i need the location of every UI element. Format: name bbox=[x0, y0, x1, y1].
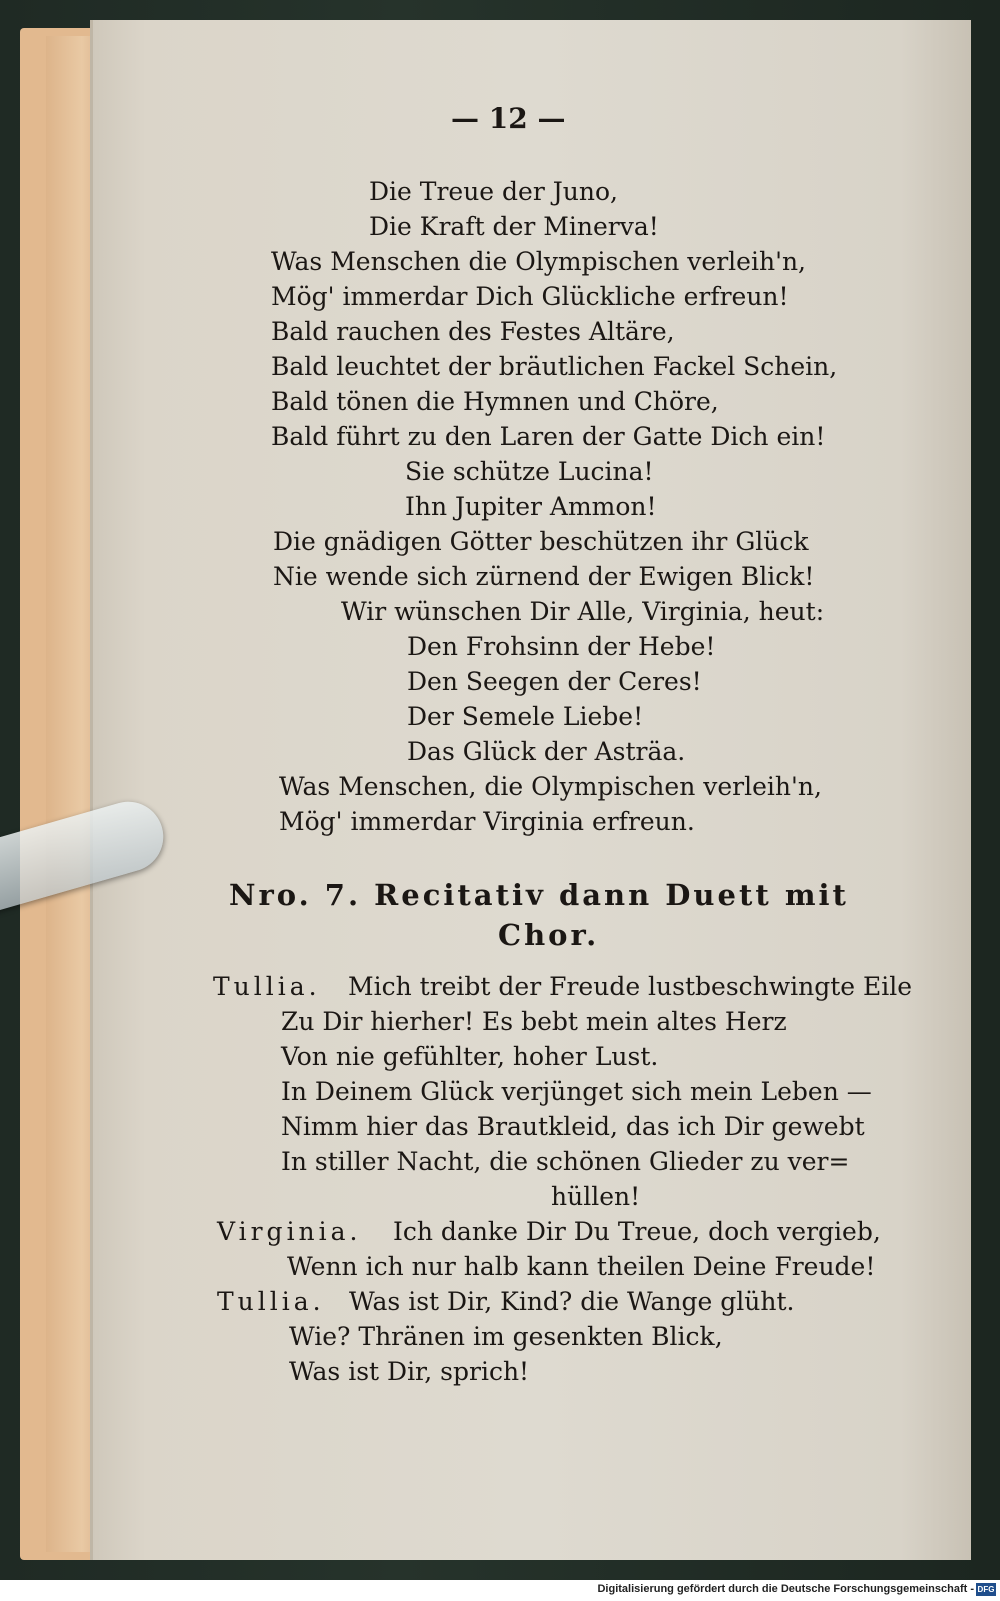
dialogue-line: Ich danke Dir Du Treue, doch vergieb, bbox=[393, 1217, 881, 1246]
verse-line: Bald rauchen des Festes Altäre, bbox=[271, 317, 675, 346]
book-page bbox=[90, 20, 971, 1560]
funding-credit: Digitalisierung gefördert durch die Deutsche Forschungsgemeinschaft - bbox=[597, 1583, 974, 1595]
dialogue-line: Nimm hier das Brautkleid, das ich Dir gewebt bbox=[281, 1112, 865, 1141]
verse-line: Nie wende sich zürnend der Ewigen Blick! bbox=[273, 562, 815, 591]
dialogue-line: Wie? Thränen im gesenkten Blick, bbox=[289, 1322, 723, 1351]
verse-line: Mög' immerdar Dich Glückliche erfreun! bbox=[271, 282, 789, 311]
verse-line: Bald tönen die Hymnen und Chöre, bbox=[271, 387, 719, 416]
verse-line: Ihn Jupiter Ammon! bbox=[405, 492, 657, 521]
verse-line: Was Menschen die Olympischen verleih'n, bbox=[271, 247, 806, 276]
speaker-label: Virginia. bbox=[217, 1217, 362, 1246]
verse-line: Die Kraft der Minerva! bbox=[369, 212, 659, 241]
dialogue-line: Was ist Dir, sprich! bbox=[289, 1357, 530, 1386]
section-heading: Nro. 7. Recitativ dann Duett mit bbox=[229, 878, 849, 912]
verse-line: Der Semele Liebe! bbox=[407, 702, 644, 731]
speaker-label: Tullia. bbox=[213, 972, 321, 1001]
verse-line: Bald leuchtet der bräutlichen Fackel Schein, bbox=[271, 352, 838, 381]
dialogue-line: hüllen! bbox=[551, 1182, 641, 1211]
dialogue-line: Mich treibt der Freude lustbeschwingte Eile bbox=[348, 972, 913, 1001]
dialogue-line: Von nie gefühlter, hoher Lust. bbox=[281, 1042, 659, 1071]
dfg-logo: DFG bbox=[977, 1585, 995, 1594]
verse-line: Was Menschen, die Olympischen verleih'n, bbox=[279, 772, 822, 801]
dialogue-line: Wenn ich nur halb kann theilen Deine Freude! bbox=[287, 1252, 876, 1281]
speaker-label: Tullia. bbox=[217, 1287, 325, 1316]
verse-line: Den Seegen der Ceres! bbox=[407, 667, 702, 696]
footer-bar bbox=[0, 1580, 1000, 1601]
verse-line: Die Treue der Juno, bbox=[369, 177, 618, 206]
section-heading-continued: Chor. bbox=[498, 918, 600, 952]
verse-line: Wir wünschen Dir Alle, Virginia, heut: bbox=[341, 597, 825, 626]
verse-line: Bald führt zu den Laren der Gatte Dich ein! bbox=[271, 422, 826, 451]
verse-line: Das Glück der Asträa. bbox=[407, 737, 686, 766]
dialogue-line: Zu Dir hierher! Es bebt mein altes Herz bbox=[281, 1007, 787, 1036]
dialogue-line: In Deinem Glück verjünget sich mein Leben — bbox=[281, 1077, 872, 1106]
dialogue-line: Was ist Dir, Kind? die Wange glüht. bbox=[349, 1287, 795, 1316]
verse-line: Die gnädigen Götter beschützen ihr Glück bbox=[273, 527, 809, 556]
verse-line: Sie schütze Lucina! bbox=[405, 457, 654, 486]
dialogue-line: In stiller Nacht, die schönen Glieder zu ver= bbox=[281, 1147, 850, 1176]
verse-line: Mög' immerdar Virginia erfreun. bbox=[279, 807, 695, 836]
page-number: — 12 — bbox=[451, 102, 566, 135]
verse-line: Den Frohsinn der Hebe! bbox=[407, 632, 716, 661]
